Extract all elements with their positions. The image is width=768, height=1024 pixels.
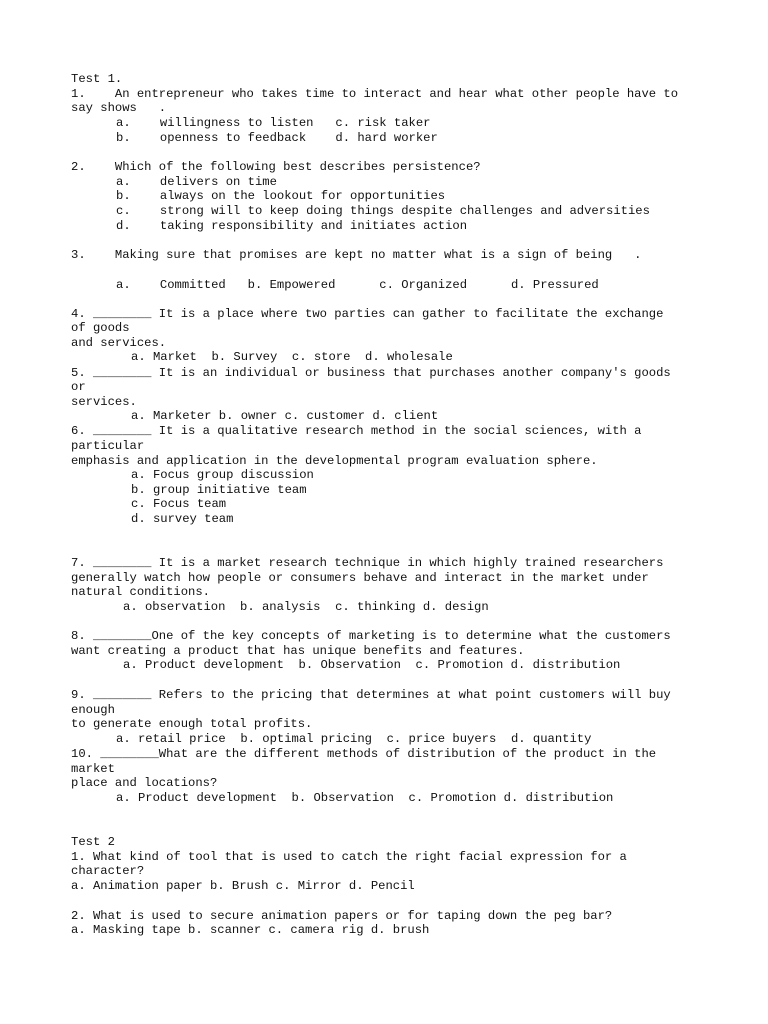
question-6-text: 6. ________ It is a qualitative research method in the social sciences, with a	[71, 424, 642, 438]
question-1-options-bd: b. openness to feedback d. hard worker	[116, 131, 438, 145]
question-1-text: 1. An entrepreneur who takes time to interact and hear what other people have to	[71, 87, 679, 101]
section-title-test-2: Test 2	[71, 835, 115, 849]
question-8-options: a. Product development b. Observation c. Promotion d. distribution	[123, 658, 621, 672]
question-10-text-cont: place and locations?	[71, 776, 218, 790]
section-title-test-1: Test 1.	[71, 72, 123, 86]
question-7-options: a. observation b. analysis c. thinking d. design	[123, 600, 489, 614]
question-9-text-cont: to generate enough total profits.	[71, 717, 313, 731]
question-3-text: 3. Making sure that promises are kept no matter what is a sign of being .	[71, 248, 642, 262]
question-4-text-cont: of goods	[71, 321, 130, 335]
question-5-text-cont: services.	[71, 395, 137, 409]
test-2-question-1-text-cont: character?	[71, 864, 145, 878]
test-2-question-2-text: 2. What is used to secure animation papers or for taping down the peg bar?	[71, 909, 613, 923]
question-10-text-cont: market	[71, 762, 115, 776]
question-2-option-b: b. always on the lookout for opportunities	[116, 189, 446, 203]
question-8-text-cont: want creating a product that has unique benefits and features.	[71, 644, 525, 658]
question-6-text-cont: particular	[71, 439, 145, 453]
test-2-question-1-text: 1. What kind of tool that is used to catch the right facial expression for a	[71, 850, 627, 864]
test-2-question-2-options: a. Masking tape b. scanner c. camera rig d. brush	[71, 923, 430, 937]
question-4-options: a. Market b. Survey c. store d. wholesale	[131, 350, 453, 364]
question-4-text-cont: and services.	[71, 336, 167, 350]
question-8-text: 8. ________One of the key concepts of marketing is to determine what the customers	[71, 629, 671, 643]
question-6-text-cont: emphasis and application in the developmental program evaluation sphere.	[71, 454, 598, 468]
question-6-option-a: a. Focus group discussion	[131, 468, 314, 482]
question-5-options: a. Marketer b. owner c. customer d. client	[131, 409, 439, 423]
question-4-text: 4. ________ It is a place where two parties can gather to facilitate the exchange	[71, 307, 664, 321]
question-6-option-d: d. survey team	[131, 512, 234, 526]
question-3-options: a. Committed b. Empowered c. Organized d. Pressured	[116, 278, 599, 292]
question-2-option-c: c. strong will to keep doing things despite challenges and adversities	[116, 204, 650, 218]
question-6-option-c: c. Focus team	[131, 497, 227, 511]
question-2-text: 2. Which of the following best describes persistence?	[71, 160, 481, 174]
question-9-options: a. retail price b. optimal pricing c. price buyers d. quantity	[116, 732, 592, 746]
question-1-options-ac: a. willingness to listen c. risk taker	[116, 116, 431, 130]
question-1-text-cont: say shows .	[71, 101, 167, 115]
question-9-text-cont: enough	[71, 703, 115, 717]
question-6-option-b: b. group initiative team	[131, 483, 307, 497]
question-7-text-cont: generally watch how people or consumers behave and interact in the market under	[71, 571, 649, 585]
question-5-text: 5. ________ It is an individual or business that purchases another company's goods	[71, 366, 671, 380]
test-2-question-1-options: a. Animation paper b. Brush c. Mirror d. Pencil	[71, 879, 415, 893]
question-9-text: 9. ________ Refers to the pricing that determines at what point customers will buy	[71, 688, 671, 702]
question-7-text-cont: natural conditions.	[71, 585, 210, 599]
question-7-text: 7. ________ It is a market research technique in which highly trained researchers	[71, 556, 664, 570]
question-10-text: 10. ________What are the different methods of distribution of the product in the	[71, 747, 657, 761]
question-10-options: a. Product development b. Observation c. Promotion d. distribution	[116, 791, 614, 805]
question-5-text-cont: or	[71, 380, 86, 394]
question-2-option-d: d. taking responsibility and initiates action	[116, 219, 468, 233]
question-2-option-a: a. delivers on time	[116, 175, 277, 189]
